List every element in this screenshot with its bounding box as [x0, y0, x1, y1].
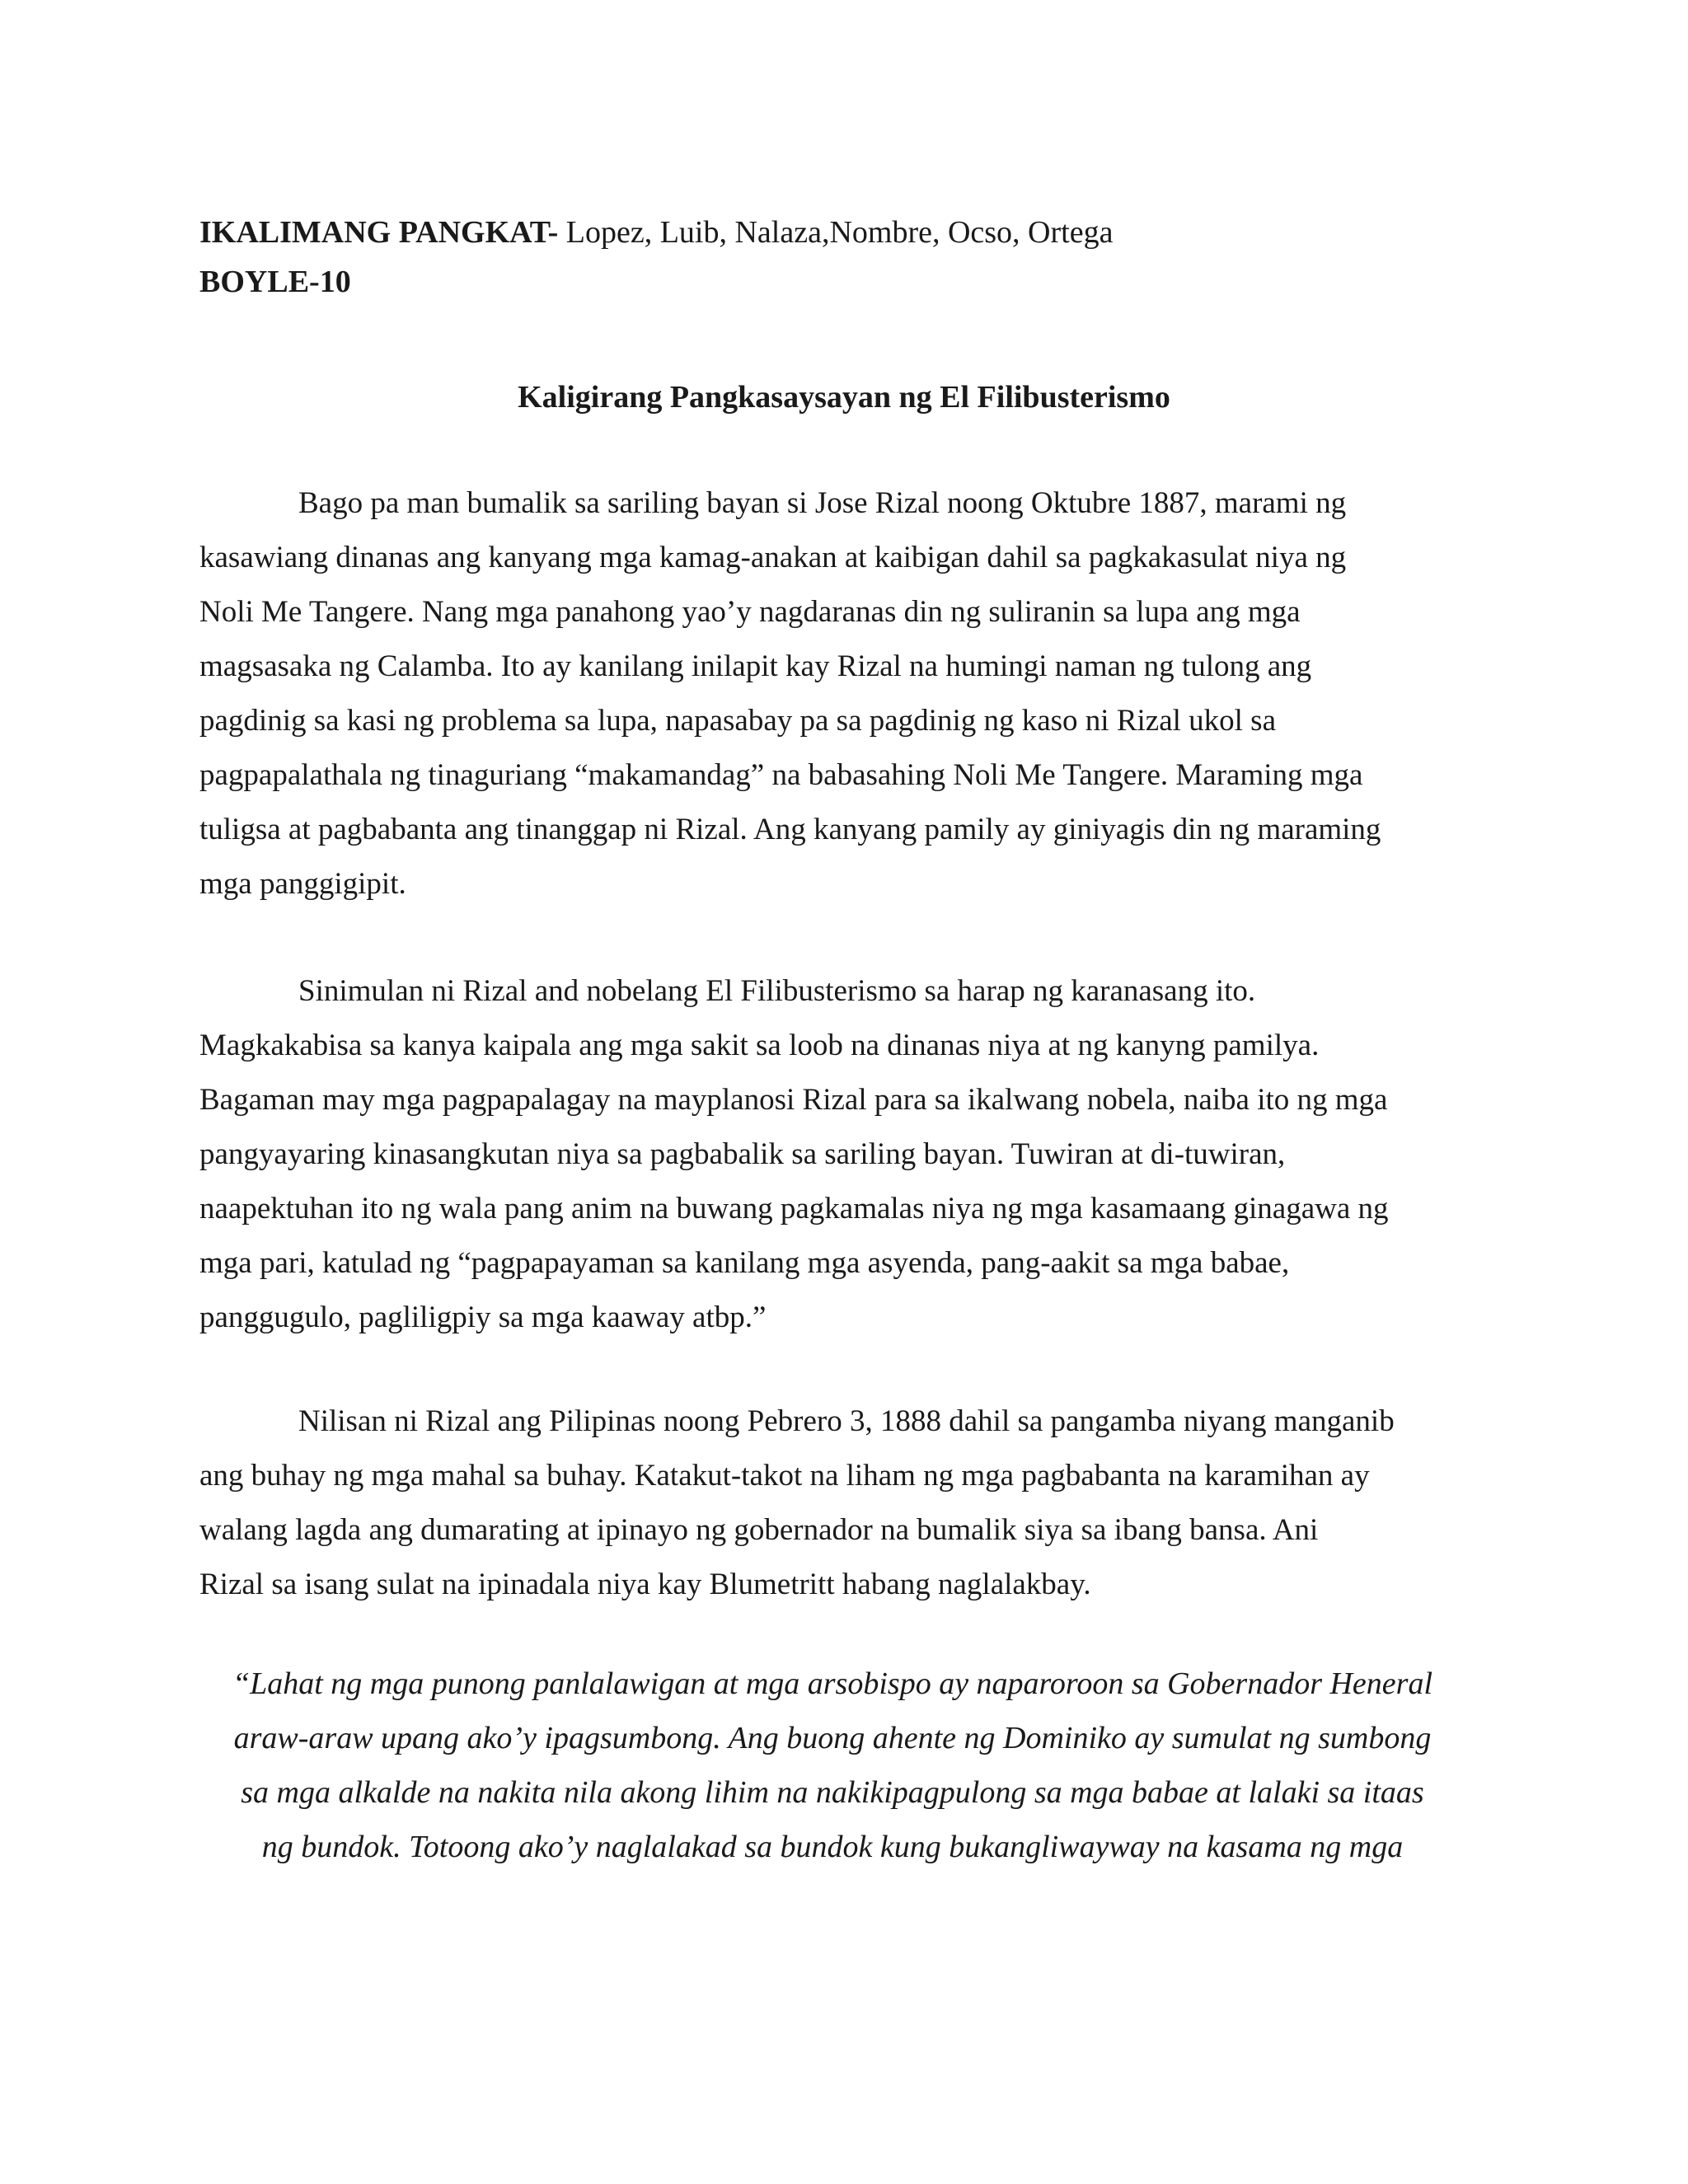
group-label: IKALIMANG PANGKAT- [199, 215, 559, 250]
paragraph-line: naapektuhan ito ng wala pang anim na buwang pagkamalas niya ng mga kasamaang ginagawa ng [199, 1192, 1389, 1226]
paragraph-line: Sinimulan ni Rizal and nobelang El Filibusterismo sa harap ng karanasang ito. [298, 974, 1256, 1008]
quote-line: ng bundok. Totoong ako’y naglalakad sa bundok kung bukangliwayway na kasama ng mga [261, 1830, 1404, 1864]
paragraph-line: tuligsa at pagbabanta ang tinanggap ni Rizal. Ang kanyang pamily ay giniyagis din ng maraming [199, 813, 1381, 846]
quote-line: sa mga alkalde na nakita nila akong lihim na nakikipagpulong sa mga babae at lalaki sa itaas [241, 1775, 1424, 1810]
paragraph-line: pagdinig sa kasi ng problema sa lupa, napasabay pa sa pagdinig ng kaso ni Rizal ukol sa [199, 704, 1277, 738]
paragraph-line: ang buhay ng mga mahal sa buhay. Katakut-takot na liham ng mga pagbabanta na karamihan ay [199, 1459, 1370, 1493]
section-label: BOYLE-10 [199, 265, 351, 299]
paragraph-line: Rizal sa isang sulat na ipinadala niya kay Blumetritt habang naglalakbay. [199, 1568, 1091, 1601]
paragraph-line: Bago pa man bumalik sa sariling bayan si Jose Rizal noong Oktubre 1887, marami ng [298, 486, 1347, 520]
paragraph-line: magsasaka ng Calamba. Ito ay kanilang inilapit kay Rizal na humingi naman ng tulong ang [199, 649, 1312, 683]
group-members: Lopez, Luib, Nalaza,Nombre, Ocso, Ortega [558, 215, 1114, 250]
document-title: Kaligirang Pangkasaysayan ng El Filibusterismo [518, 380, 1170, 415]
paragraph-line: walang lagda ang dumarating at ipinayo ng gobernador na bumalik siya sa ibang bansa. Ani [199, 1513, 1319, 1547]
paragraph-3 [199, 1394, 1395, 1612]
document-header [199, 208, 1113, 307]
quote-line: araw-araw upang ako’y ipagsumbong. Ang buong ahente ng Dominiko ay sumulat ng sumbong [233, 1721, 1432, 1755]
paragraph-line: mga panggigipit. [199, 867, 406, 901]
paragraph-line: kasawiang dinanas ang kanyang mga kamag-anakan at kaibigan dahil sa pagkakasulat niya ng [199, 541, 1347, 574]
paragraph-line: panggugulo, pagliligpiy sa mga kaaway atbp.” [199, 1301, 767, 1334]
block-quote [157, 1657, 1508, 1874]
paragraph-line: pangyayaring kinasangkutan niya sa pagbabalik sa sariling bayan. Tuwiran at di-tuwiran, [199, 1137, 1286, 1171]
paragraph-line: Magkakabisa sa kanya kaipala ang mga sakit sa loob na dinanas niya at ng kanyng pamilya. [199, 1029, 1320, 1062]
paragraph-2 [199, 964, 1389, 1345]
quote-line: “Lahat ng mga punong panlalawigan at mga arsobispo ay naparoroon sa Gobernador Heneral [232, 1666, 1433, 1701]
paragraph-line: Noli Me Tangere. Nang mga panahong yao’y nagdaranas din ng suliranin sa lupa ang mga [199, 595, 1301, 629]
paragraph-1 [199, 476, 1381, 912]
paragraph-line: pagpapalathala ng tinaguriang “makamandag” na babasahing Noli Me Tangere. Maraming mga [199, 758, 1363, 792]
group-line [199, 208, 1113, 257]
paragraph-line: mga pari, katulad ng “pagpapayaman sa kanilang mga asyenda, pang-aakit sa mga babae, [199, 1246, 1290, 1280]
paragraph-line: Bagaman may mga pagpapalagay na mayplanosi Rizal para sa ikalwang nobela, naiba ito ng mga [199, 1083, 1388, 1117]
paragraph-line: Nilisan ni Rizal ang Pilipinas noong Pebrero 3, 1888 dahil sa pangamba niyang manganib [298, 1404, 1395, 1438]
